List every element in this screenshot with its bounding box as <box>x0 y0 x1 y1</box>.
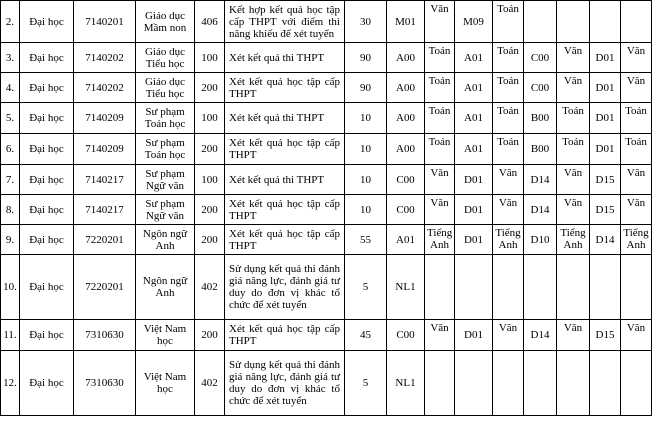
subject-combo-3: C00 <box>524 73 557 103</box>
main-subject-4 <box>621 255 652 320</box>
admission-criteria: Xét kết quả học tập cấp THPT <box>225 134 345 165</box>
method-code: 100 <box>195 43 225 73</box>
main-subject-2 <box>493 351 524 416</box>
main-subject-1: Toán <box>425 73 455 103</box>
subject-combo-1: A00 <box>387 43 425 73</box>
subject-combo-4: D14 <box>590 225 621 255</box>
main-subject-3: Tiếng Anh <box>557 225 590 255</box>
main-subject-3 <box>557 351 590 416</box>
major-code: 7140217 <box>74 195 136 225</box>
quota: 5 <box>345 255 387 320</box>
main-subject-3: Văn <box>557 165 590 195</box>
subject-combo-1: NL1 <box>387 351 425 416</box>
education-level: Đại học <box>20 73 74 103</box>
subject-combo-3: D14 <box>524 165 557 195</box>
major-name: Việt Nam học <box>136 351 195 416</box>
row-number: 12. <box>1 351 20 416</box>
major-name: Ngôn ngữ Anh <box>136 225 195 255</box>
table-row <box>1 320 652 351</box>
main-subject-1: Tiếng Anh <box>425 225 455 255</box>
quota: 10 <box>345 195 387 225</box>
education-level: Đại học <box>20 320 74 351</box>
method-code: 100 <box>195 165 225 195</box>
quota: 10 <box>345 134 387 165</box>
subject-combo-3: D14 <box>524 195 557 225</box>
method-code: 200 <box>195 195 225 225</box>
subject-combo-4 <box>590 351 621 416</box>
education-level: Đại học <box>20 351 74 416</box>
table-row <box>1 195 652 225</box>
method-code: 200 <box>195 320 225 351</box>
subject-combo-4 <box>590 1 621 43</box>
admission-criteria: Kết hợp kết quả học tập cấp THPT với điểm thi năng khiếu để xét tuyển <box>225 1 345 43</box>
subject-combo-4: D15 <box>590 320 621 351</box>
main-subject-4 <box>621 351 652 416</box>
quota: 55 <box>345 225 387 255</box>
education-level: Đại học <box>20 225 74 255</box>
subject-combo-1: C00 <box>387 165 425 195</box>
major-code: 7220201 <box>74 255 136 320</box>
subject-combo-3: D14 <box>524 320 557 351</box>
main-subject-4: Văn <box>621 73 652 103</box>
subject-combo-4: D15 <box>590 165 621 195</box>
major-code: 7140202 <box>74 73 136 103</box>
row-number: 9. <box>1 225 20 255</box>
main-subject-1 <box>425 255 455 320</box>
main-subject-2: Toán <box>493 103 524 134</box>
admission-criteria: Sử dụng kết quả thi đánh giá năng lực, đánh giá tư duy do đơn vị khác tổ chức để xét tuyển <box>225 255 345 320</box>
main-subject-1: Văn <box>425 1 455 43</box>
subject-combo-2 <box>455 351 493 416</box>
quota: 30 <box>345 1 387 43</box>
major-code: 7140201 <box>74 1 136 43</box>
major-code: 7140217 <box>74 165 136 195</box>
subject-combo-1: C00 <box>387 195 425 225</box>
subject-combo-2: D01 <box>455 225 493 255</box>
subject-combo-2: M09 <box>455 1 493 43</box>
main-subject-2: Văn <box>493 320 524 351</box>
major-name: Sư phạm Ngữ văn <box>136 165 195 195</box>
subject-combo-2 <box>455 255 493 320</box>
subject-combo-4: D01 <box>590 43 621 73</box>
main-subject-3 <box>557 255 590 320</box>
row-number: 6. <box>1 134 20 165</box>
main-subject-4: Toán <box>621 103 652 134</box>
subject-combo-3 <box>524 1 557 43</box>
row-number: 3. <box>1 43 20 73</box>
main-subject-4: Văn <box>621 320 652 351</box>
main-subject-3: Văn <box>557 195 590 225</box>
education-level: Đại học <box>20 134 74 165</box>
quota: 90 <box>345 73 387 103</box>
subject-combo-1: NL1 <box>387 255 425 320</box>
major-name: Giáo dục Tiểu học <box>136 73 195 103</box>
row-number: 8. <box>1 195 20 225</box>
major-code: 7140209 <box>74 134 136 165</box>
subject-combo-1: M01 <box>387 1 425 43</box>
table-row <box>1 255 652 320</box>
education-level: Đại học <box>20 1 74 43</box>
main-subject-2: Văn <box>493 165 524 195</box>
quota: 45 <box>345 320 387 351</box>
quota: 90 <box>345 43 387 73</box>
main-subject-3: Toán <box>557 103 590 134</box>
row-number: 4. <box>1 73 20 103</box>
table-row <box>1 165 652 195</box>
main-subject-4: Toán <box>621 134 652 165</box>
subject-combo-3: D10 <box>524 225 557 255</box>
main-subject-4: Văn <box>621 195 652 225</box>
subject-combo-3: C00 <box>524 43 557 73</box>
main-subject-1: Văn <box>425 195 455 225</box>
main-subject-4: Tiếng Anh <box>621 225 652 255</box>
main-subject-1: Toán <box>425 43 455 73</box>
main-subject-1: Toán <box>425 134 455 165</box>
table-row <box>1 43 652 73</box>
subject-combo-2: A01 <box>455 43 493 73</box>
row-number: 2. <box>1 1 20 43</box>
main-subject-2: Tiếng Anh <box>493 225 524 255</box>
row-number: 10. <box>1 255 20 320</box>
subject-combo-2: A01 <box>455 134 493 165</box>
main-subject-2: Văn <box>493 195 524 225</box>
method-code: 200 <box>195 134 225 165</box>
subject-combo-3: B00 <box>524 134 557 165</box>
major-name: Giáo dục Tiểu học <box>136 43 195 73</box>
main-subject-1: Văn <box>425 320 455 351</box>
quota: 5 <box>345 351 387 416</box>
method-code: 200 <box>195 225 225 255</box>
education-level: Đại học <box>20 255 74 320</box>
main-subject-2: Toán <box>493 73 524 103</box>
table-row <box>1 73 652 103</box>
table-row <box>1 103 652 134</box>
major-code: 7310630 <box>74 351 136 416</box>
quota: 10 <box>345 165 387 195</box>
major-name: Sư phạm Toán học <box>136 134 195 165</box>
main-subject-2 <box>493 255 524 320</box>
main-subject-4: Văn <box>621 43 652 73</box>
subject-combo-2: D01 <box>455 320 493 351</box>
main-subject-3 <box>557 1 590 43</box>
major-code: 7310630 <box>74 320 136 351</box>
major-name: Ngôn ngữ Anh <box>136 255 195 320</box>
education-level: Đại học <box>20 43 74 73</box>
education-level: Đại học <box>20 195 74 225</box>
table-row <box>1 225 652 255</box>
major-code: 7220201 <box>74 225 136 255</box>
row-number: 5. <box>1 103 20 134</box>
subject-combo-1: A00 <box>387 73 425 103</box>
table-row <box>1 134 652 165</box>
method-code: 402 <box>195 351 225 416</box>
subject-combo-2: D01 <box>455 165 493 195</box>
main-subject-3: Toán <box>557 134 590 165</box>
method-code: 200 <box>195 73 225 103</box>
subject-combo-1: C00 <box>387 320 425 351</box>
subject-combo-4: D01 <box>590 103 621 134</box>
subject-combo-2: A01 <box>455 103 493 134</box>
subject-combo-4: D01 <box>590 134 621 165</box>
row-number: 11. <box>1 320 20 351</box>
main-subject-3: Văn <box>557 73 590 103</box>
subject-combo-1: A00 <box>387 134 425 165</box>
admission-criteria: Xét kết quả học tập cấp THPT <box>225 73 345 103</box>
admission-criteria: Xét kết quả thi THPT <box>225 43 345 73</box>
main-subject-4: Văn <box>621 165 652 195</box>
main-subject-3: Văn <box>557 320 590 351</box>
major-name: Sư phạm Ngữ văn <box>136 195 195 225</box>
main-subject-1 <box>425 351 455 416</box>
subject-combo-3 <box>524 255 557 320</box>
education-level: Đại học <box>20 103 74 134</box>
main-subject-4 <box>621 1 652 43</box>
major-name: Việt Nam học <box>136 320 195 351</box>
admission-criteria: Xét kết quả học tập cấp THPT <box>225 320 345 351</box>
major-code: 7140202 <box>74 43 136 73</box>
subject-combo-2: D01 <box>455 195 493 225</box>
subject-combo-4: D15 <box>590 195 621 225</box>
main-subject-2: Toán <box>493 43 524 73</box>
row-number: 7. <box>1 165 20 195</box>
method-code: 406 <box>195 1 225 43</box>
subject-combo-2: A01 <box>455 73 493 103</box>
major-code: 7140209 <box>74 103 136 134</box>
main-subject-1: Toán <box>425 103 455 134</box>
method-code: 100 <box>195 103 225 134</box>
admission-criteria: Sử dụng kết quả thi đánh giá năng lực, đánh giá tư duy do đơn vị khác tổ chức để xét tuyển <box>225 351 345 416</box>
table-row <box>1 351 652 416</box>
main-subject-3: Văn <box>557 43 590 73</box>
subject-combo-3 <box>524 351 557 416</box>
major-name: Sư phạm Toán học <box>136 103 195 134</box>
education-level: Đại học <box>20 165 74 195</box>
admission-criteria: Xét kết quả học tập cấp THPT <box>225 225 345 255</box>
table-row <box>1 1 652 43</box>
admission-criteria: Xét kết quả thi THPT <box>225 103 345 134</box>
main-subject-2: Toán <box>493 1 524 43</box>
subject-combo-4 <box>590 255 621 320</box>
quota: 10 <box>345 103 387 134</box>
main-subject-2: Toán <box>493 134 524 165</box>
subject-combo-1: A00 <box>387 103 425 134</box>
subject-combo-4: D01 <box>590 73 621 103</box>
admission-criteria: Xét kết quả thi THPT <box>225 165 345 195</box>
subject-combo-1: A01 <box>387 225 425 255</box>
main-subject-1: Văn <box>425 165 455 195</box>
method-code: 402 <box>195 255 225 320</box>
admission-criteria: Xét kết quả học tập cấp THPT <box>225 195 345 225</box>
table-body <box>1 1 652 416</box>
subject-combo-3: B00 <box>524 103 557 134</box>
major-name: Giáo dục Mầm non <box>136 1 195 43</box>
